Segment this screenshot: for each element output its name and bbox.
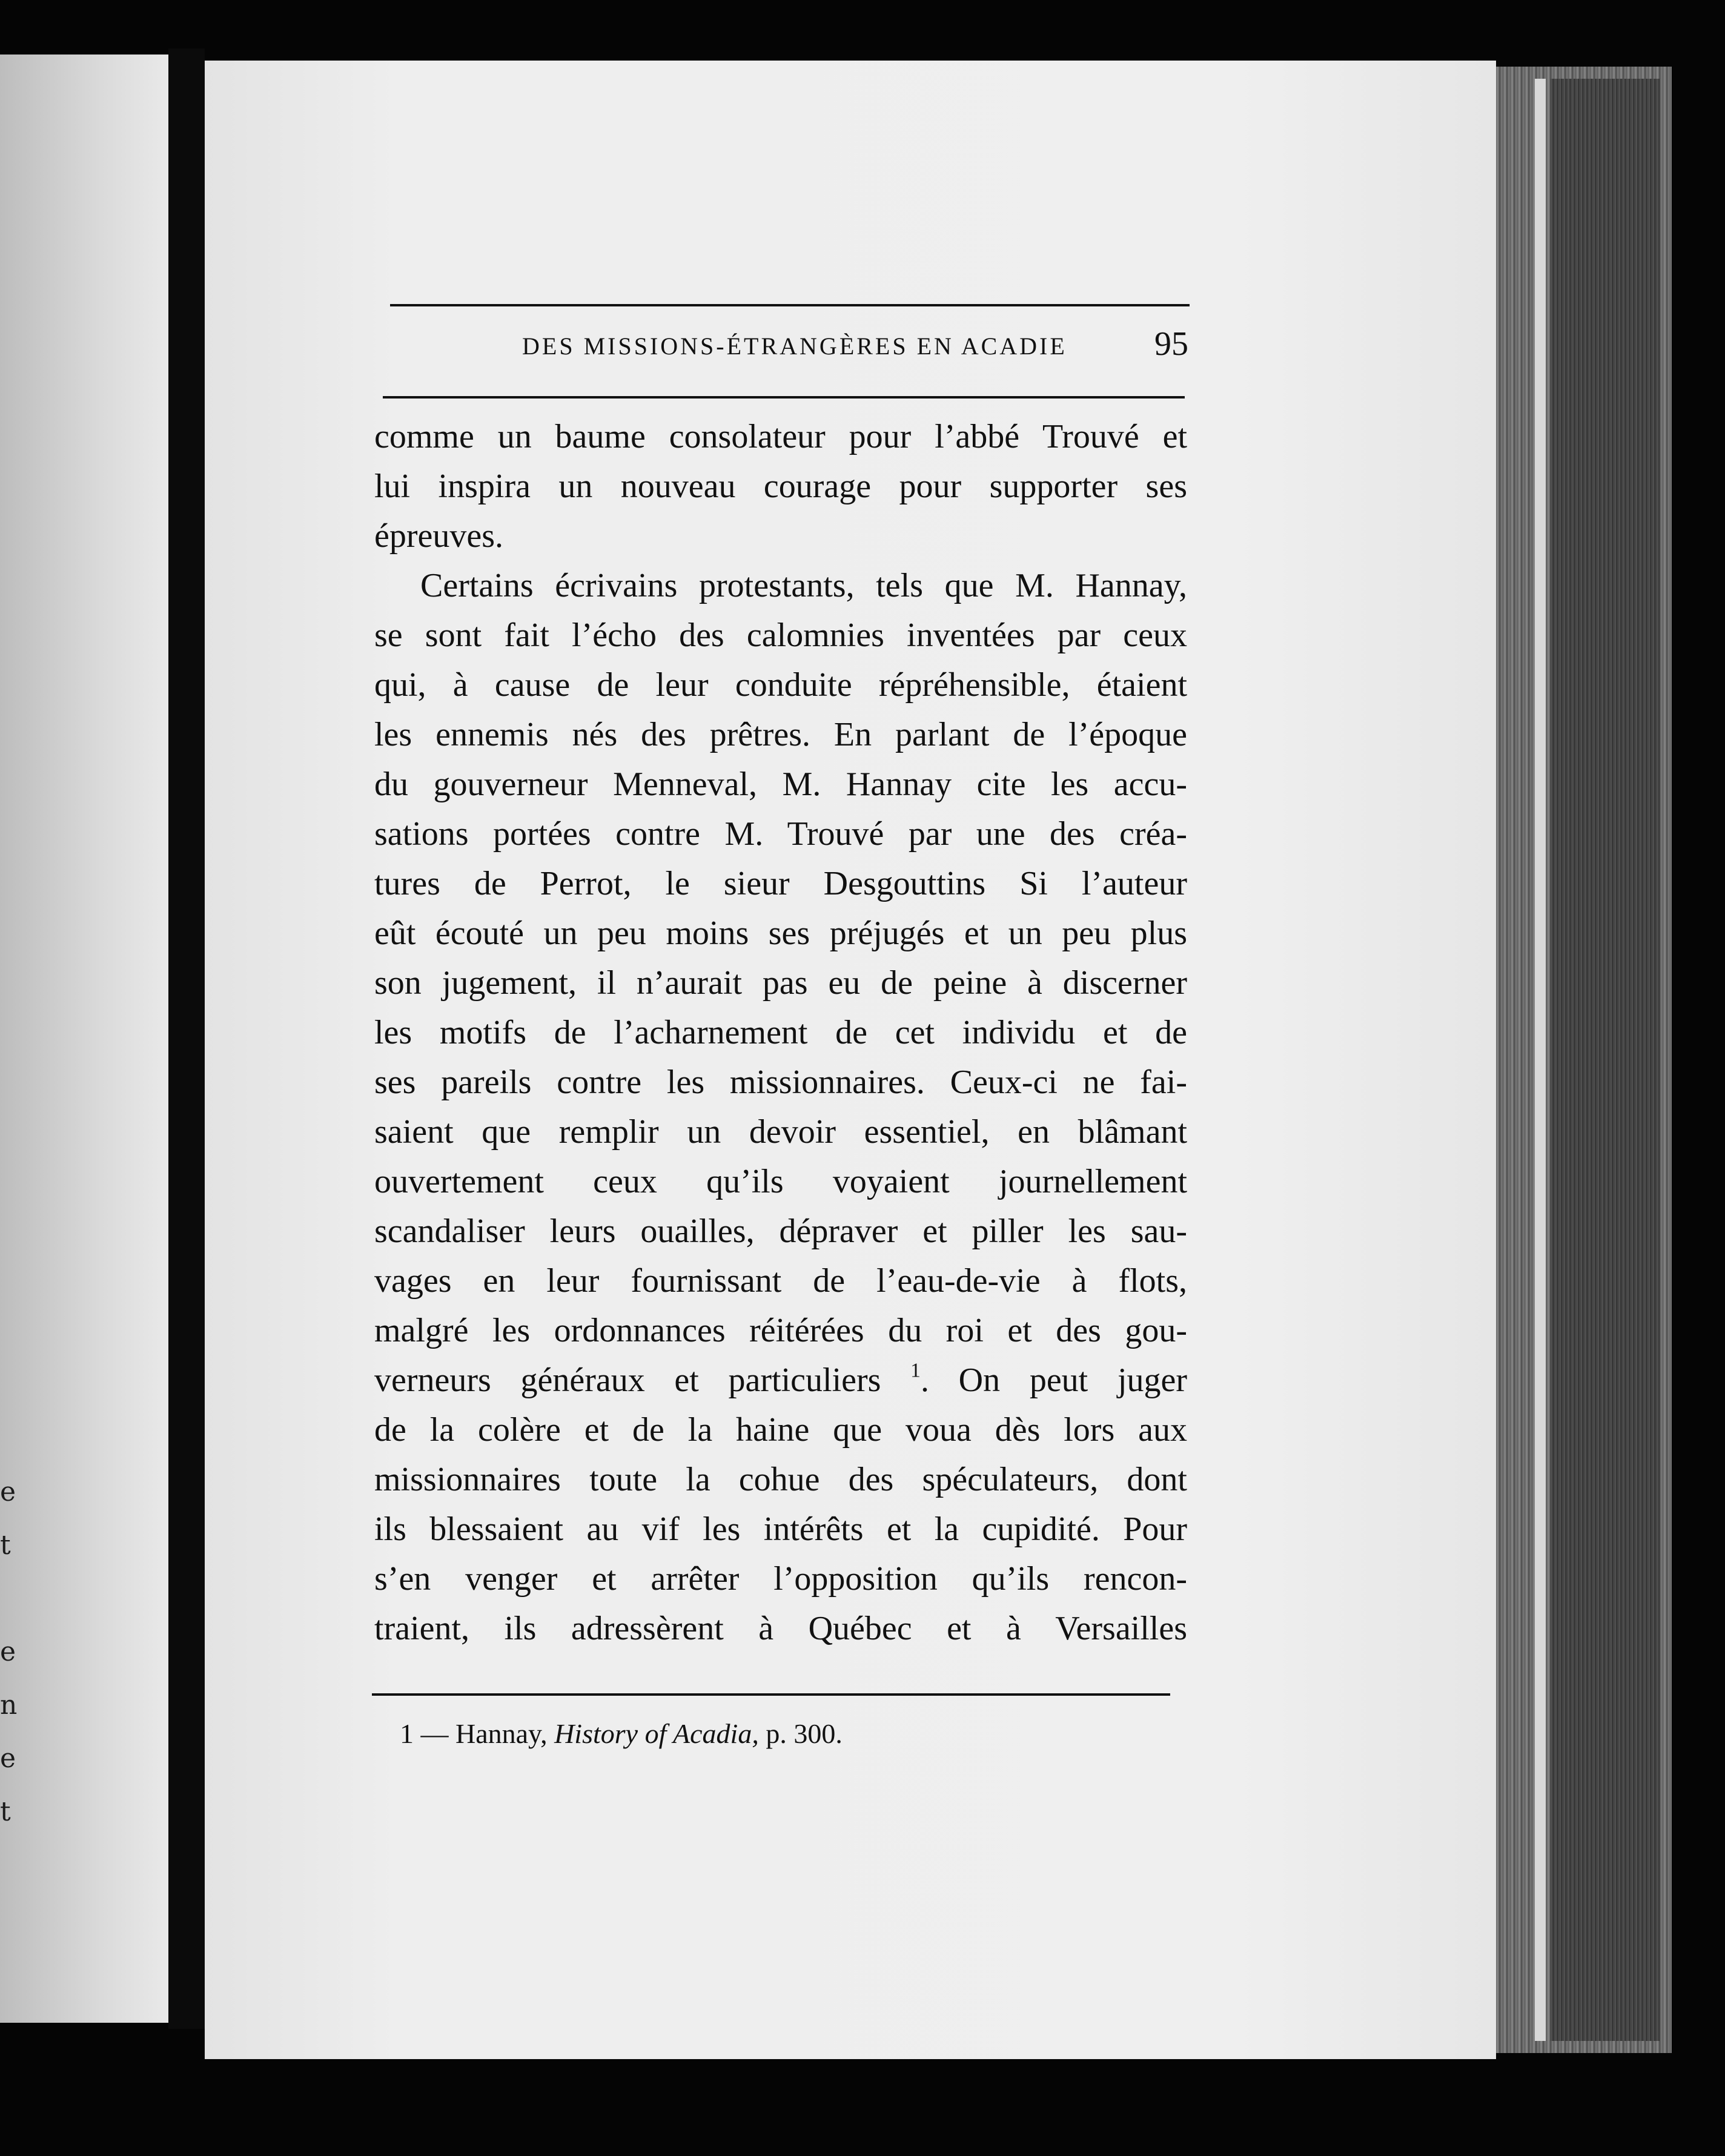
text-line: scandaliser leurs ouailles, dépraver et piller les sau- bbox=[374, 1212, 1187, 1250]
text-line: se sont fait l’écho des calomnies inventées par ceux bbox=[374, 617, 1187, 654]
text-line: de la colère et de la haine que voua dès lors aux bbox=[374, 1411, 1187, 1449]
footnote-author: Hannay, bbox=[455, 1718, 548, 1749]
previous-page-margin-letters bbox=[0, 1466, 18, 1839]
text-line: ses pareils contre les missionnaires. Ceux-ci ne fai- bbox=[374, 1063, 1187, 1101]
footnote-marker: 1 bbox=[910, 1359, 921, 1382]
footnote-page: p. 300. bbox=[766, 1718, 843, 1749]
text-line: malgré les ordonnances réitérées du roi et des gou- bbox=[374, 1312, 1187, 1349]
margin-letter: n bbox=[0, 1690, 18, 1721]
footnote-dash: — bbox=[420, 1718, 449, 1749]
text-line: comme un baume consolateur pour l’abbé Trouvé et bbox=[374, 418, 1187, 455]
text-line: épreuves. bbox=[374, 517, 504, 555]
text-segment: . On peut juger bbox=[920, 1361, 1188, 1399]
text-line: son jugement, il n’aurait pas eu de peine à discerner bbox=[374, 964, 1187, 1002]
previous-page-edge bbox=[0, 55, 168, 2023]
page-number: 95 bbox=[1154, 325, 1188, 363]
footnote-number: 1 bbox=[400, 1718, 414, 1749]
margin-letter: e bbox=[0, 1476, 16, 1507]
margin-letter: t bbox=[0, 1796, 11, 1827]
body-text bbox=[374, 412, 1187, 1653]
page-edge-shadow bbox=[1551, 79, 1660, 2041]
text-line: ouvertement ceux qu’ils voyaient journellement bbox=[374, 1163, 1187, 1200]
text-line: qui, à cause de leur conduite répréhensible, étaient bbox=[374, 666, 1187, 704]
text-line: lui inspira un nouveau courage pour supporter ses bbox=[374, 468, 1187, 505]
text-line: du gouverneur Menneval, M. Hannay cite les accu- bbox=[374, 766, 1187, 803]
footnote bbox=[400, 1718, 843, 1750]
text-line: ils blessaient au vif les intérêts et la cupidité. Pour bbox=[374, 1510, 1187, 1548]
header-top-rule bbox=[390, 304, 1190, 306]
running-head: DES MISSIONS-ÉTRANGÈRES EN ACADIE bbox=[522, 332, 1067, 360]
text-line: s’en venger et arrêter l’opposition qu’ils rencon- bbox=[374, 1560, 1187, 1598]
text-line: vages en leur fournissant de l’eau-de-vie à flots, bbox=[374, 1262, 1187, 1300]
text-line: missionnaires toute la cohue des spéculateurs, dont bbox=[374, 1461, 1187, 1498]
book-gutter bbox=[168, 48, 205, 2029]
text-line: sations portées contre M. Trouvé par une des créa- bbox=[374, 815, 1187, 853]
footnote-rule bbox=[372, 1693, 1170, 1696]
text-line: les motifs de l’acharnement de cet individu et de bbox=[374, 1014, 1187, 1051]
margin-letter: t bbox=[0, 1530, 11, 1561]
header-bottom-rule bbox=[383, 396, 1185, 398]
text-line: tures de Perrot, le sieur Desgouttins Si l’auteur bbox=[374, 865, 1187, 902]
margin-letter: e bbox=[0, 1743, 16, 1774]
text-line-with-footnote bbox=[374, 1355, 1187, 1405]
text-line: eût écouté un peu moins ses préjugés et un peu plus bbox=[374, 914, 1187, 952]
text-line: les ennemis nés des prêtres. En parlant de l’époque bbox=[374, 716, 1187, 753]
text-line: traient, ils adressèrent à Québec et à Versailles bbox=[374, 1610, 1187, 1647]
footnote-title: History of Acadia, bbox=[554, 1718, 759, 1749]
text-segment: verneurs généraux et particuliers bbox=[374, 1361, 881, 1399]
page-edge-highlight bbox=[1535, 79, 1546, 2041]
text-line: Certains écrivains protestants, tels que M. Hannay, bbox=[420, 567, 1187, 604]
text-line: saient que remplir un devoir essentiel, en blâmant bbox=[374, 1113, 1187, 1151]
margin-letter: e bbox=[0, 1636, 16, 1667]
